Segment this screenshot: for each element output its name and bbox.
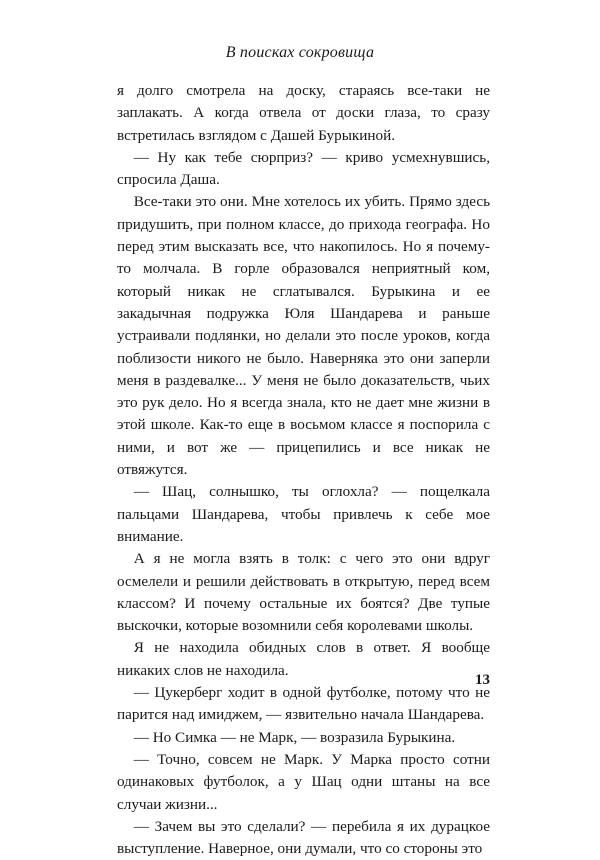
body-text <box>117 80 490 860</box>
page-number: 13 <box>475 672 490 688</box>
paragraph: — Точно, совсем не Марк. У Марка просто сотни одинаковых футболок, а у Шац одни штаны на все случаи жизни... <box>117 750 490 813</box>
running-header: В поисках сокровища <box>225 44 375 61</box>
paragraph: Я не находила обидных слов в ответ. Я вообще никаких слов не находила. <box>117 639 490 679</box>
paragraph: я долго смотрела на доску, стараясь все-таки не заплакать. А когда отвела от доски глаза, то сразу встретилась взглядом с Дашей Бурыкиной. <box>117 82 490 144</box>
paragraph: Все-таки это они. Мне хотелось их убить. Прямо здесь придушить, при полном классе, до прихода географа. Но перед этим высказать все, что накопилось. Но я почему-то молчала. В горле образовался неприятный ком, который никак не сглатывался. Бурыкина и ее закадычная подружка Юля Шандарева и раньше устраивали подлянки, но делали это после уроков, когда поблизости никого не было. Наверняка это они заперли меня в раздевалке... У меня не было доказательств, чьих это рук дело. Но я всегда знала, кто не дает мне жизни в этой школе. Как-то еще в восьмом классе я поспорила с ними, и вот же — прицепились и все никак не отвяжутся. <box>117 193 490 479</box>
paragraph: — Шац, солнышко, ты оглохла? — пощелкала пальцами Шандарева, чтобы привлечь к себе мое внимание. <box>117 483 490 545</box>
paragraph: — Зачем вы это сделали? — перебила я их дурацкое выступление. Наверное, они думали, что со стороны это <box>117 817 490 858</box>
paragraph: — Цукерберг ходит в одной футболке, потому что не парится над имиджем, — язвительно начала Шандарева. <box>117 684 490 724</box>
paragraph: — Но Симка — не Марк, — возразила Бурыкина. <box>133 728 456 746</box>
paragraph: А я не могла взять в толк: с чего это они вдруг осмелели и решили действовать в открытую, перед всем классом? И почему остальные их боятся? Две тупые выскочки, которые возомнили себя королевами школы. <box>117 550 490 635</box>
paragraph: — Ну как тебе сюрприз? — криво усмехнувшись, спросила Даша. <box>117 148 490 189</box>
